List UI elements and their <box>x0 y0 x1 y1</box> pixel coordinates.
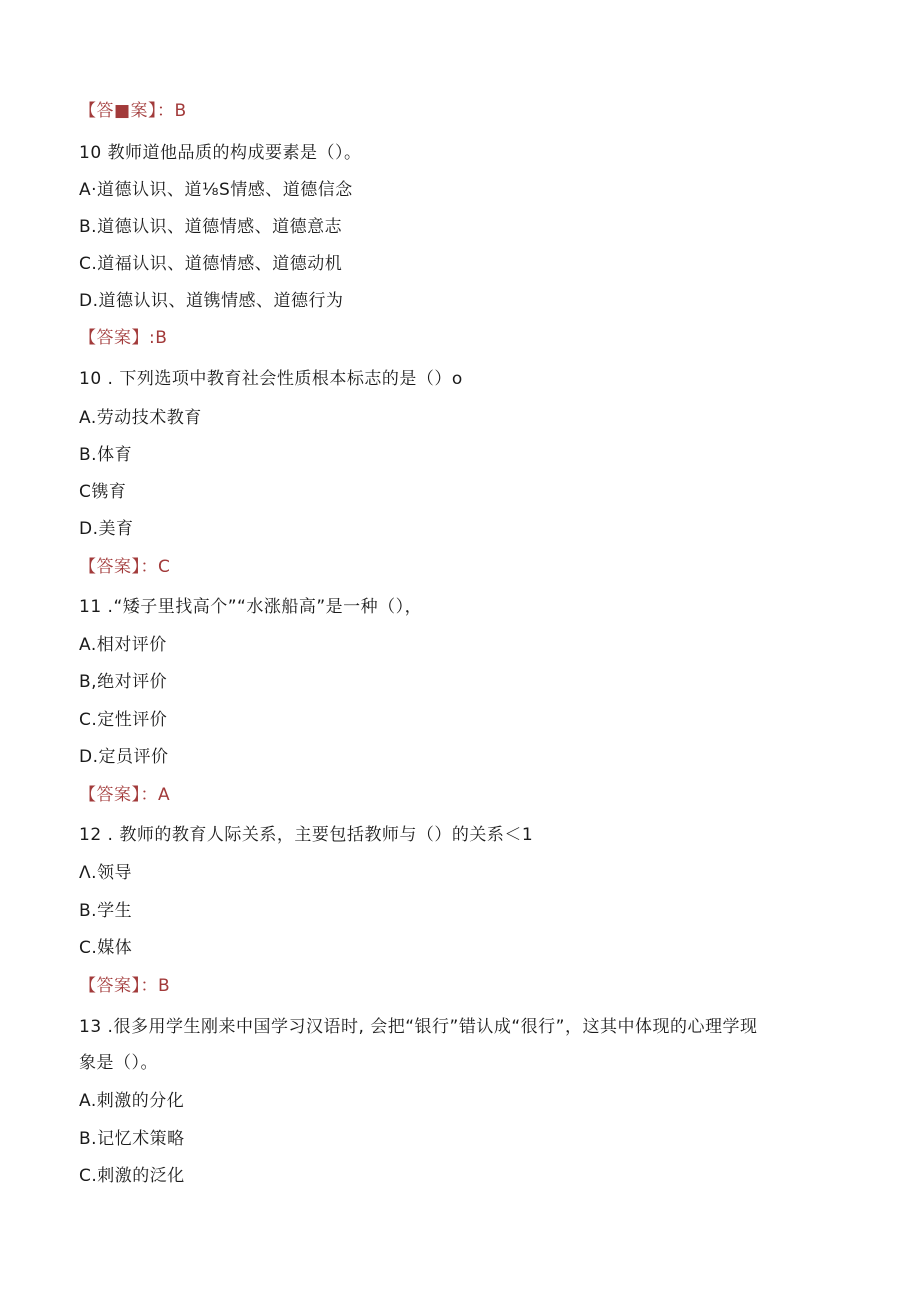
option-line: B.学生 <box>79 901 133 921</box>
question-line: 13 .很多用学生刚来中国学习汉语时, 会把“银行”错认成“很行”，这其中体现的心理学现 <box>79 1017 758 1037</box>
option-line: A.相对评价 <box>79 635 167 655</box>
question-line: 11 .“矮子里找高个”“水涨船高”是一种（）， <box>79 597 423 617</box>
option-line: A·道德认识、道⅛S情感、道德信念 <box>79 180 353 200</box>
option-line: C镌育 <box>79 482 127 502</box>
question-line: 10 . 下列选项中教育社会性质根本标志的是（）o <box>79 369 463 389</box>
option-line: B,绝对评价 <box>79 672 168 692</box>
option-line: D.美育 <box>79 519 134 539</box>
option-line: D.道德认识、道镌情感、道德行为 <box>79 291 344 311</box>
option-line: B.道德认识、道德情感、道德意志 <box>79 217 343 237</box>
option-line: C.刺激的泛化 <box>79 1166 185 1186</box>
answer-line: 【答案】：A <box>79 785 171 805</box>
option-line: A.劳动技术教育 <box>79 408 202 428</box>
option-line: B.体育 <box>79 445 133 465</box>
option-line: C.定性评价 <box>79 710 168 730</box>
option-line: A.刺激的分化 <box>79 1091 185 1111</box>
question-line: 10 教师道他品质的构成要素是（）。 <box>79 143 362 163</box>
option-line: D.定员评价 <box>79 747 169 767</box>
option-line: B.记忆术策略 <box>79 1129 185 1149</box>
question-line: 象是（）。 <box>79 1053 158 1073</box>
question-line: 12 . 教师的教育人际关系，主要包括教师与（）的关系＜1 <box>79 825 534 845</box>
option-line: Λ.领导 <box>79 863 133 883</box>
answer-line: 【答案】：C <box>79 557 171 577</box>
answer-line: 【答■案】：B <box>79 101 187 121</box>
answer-line: 【答案】：B <box>79 976 171 996</box>
answer-line: 【答案】:B <box>79 328 168 348</box>
option-line: C.道福认识、道德情感、道德动机 <box>79 254 343 274</box>
option-line: C.媒体 <box>79 938 133 958</box>
